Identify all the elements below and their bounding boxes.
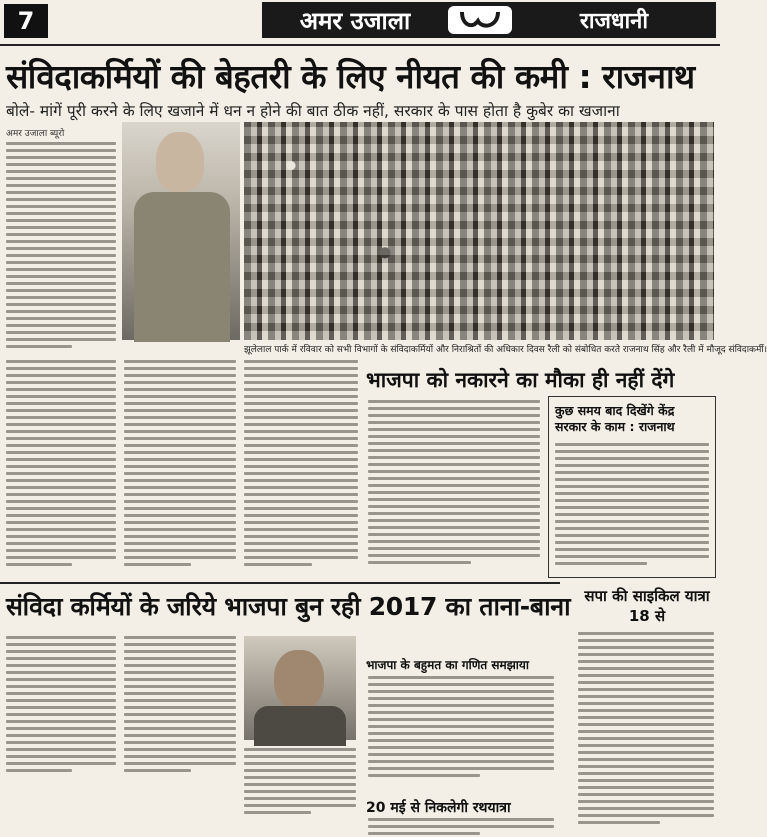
rathyatra-text: [368, 818, 554, 835]
section-name: राजधानी: [579, 9, 649, 34]
header-rule: [0, 44, 720, 46]
second-text-column: [368, 400, 540, 564]
amar-ujala-logo-icon-svg: [458, 9, 502, 31]
section-rule: [0, 582, 560, 584]
lead-text-column-1: [6, 142, 116, 348]
paper-name: अमर उजाला: [299, 6, 411, 35]
amar-ujala-logo-icon: [448, 6, 512, 34]
inset-text: [368, 676, 554, 777]
third-text-column-2: [124, 636, 236, 772]
sidebar-box: [548, 396, 716, 578]
sidebar-box-headline: कुछ समय बाद दिखेंगे केंद्र सरकार के काम : राजनाथ: [555, 403, 675, 434]
speaker-photo: [244, 636, 356, 740]
lead-text-column-4: [244, 360, 358, 566]
third-text-column-1: [6, 636, 116, 772]
crowd-photo: [244, 122, 714, 340]
lead-subheadline: बोले- मांगें पूरी करने के लिए खजाने में धन न होने की बात ठीक नहीं, सरकार के पास होता है कुबेर का खजाना: [6, 102, 620, 120]
second-headline: भाजपा को नकारने का मौका ही नहीं देंगे: [366, 368, 675, 392]
page-number: 7: [4, 4, 48, 38]
right-story-headline: सपा की साइकिल यात्रा 18 से: [584, 587, 710, 625]
right-story-text: [578, 632, 714, 824]
lead-text-column-2: [6, 360, 116, 566]
third-headline: संविदा कर्मियों के जरिये भाजपा बुन रही 2017 का ताना-बाना: [6, 592, 571, 621]
rathyatra-heading: 20 मई से निकलेगी रथयात्रा: [366, 800, 511, 816]
rajnath-photo: [122, 122, 240, 340]
lead-text-column-3: [124, 360, 236, 566]
third-text-column-3: [244, 748, 356, 814]
photo-caption: झूलेलाल पार्क में रविवार को सभी विभागों के संविदाकर्मियों और निराश्रितों की अधिकार दिवस रैली को संबोधित करते राजनाथ सिंह और रैली में मौजूद संविदाकर्मी।: [244, 345, 767, 355]
lead-byline: अमर उजाला ब्यूरो: [6, 129, 65, 139]
lead-headline: संविदाकर्मियों की बेहतरी के लिए नीयत की कमी : राजनाथ: [6, 57, 695, 96]
sidebar-box-text: [555, 443, 709, 565]
inset-heading: भाजपा के बहुमत का गणित समझाया: [366, 658, 529, 672]
